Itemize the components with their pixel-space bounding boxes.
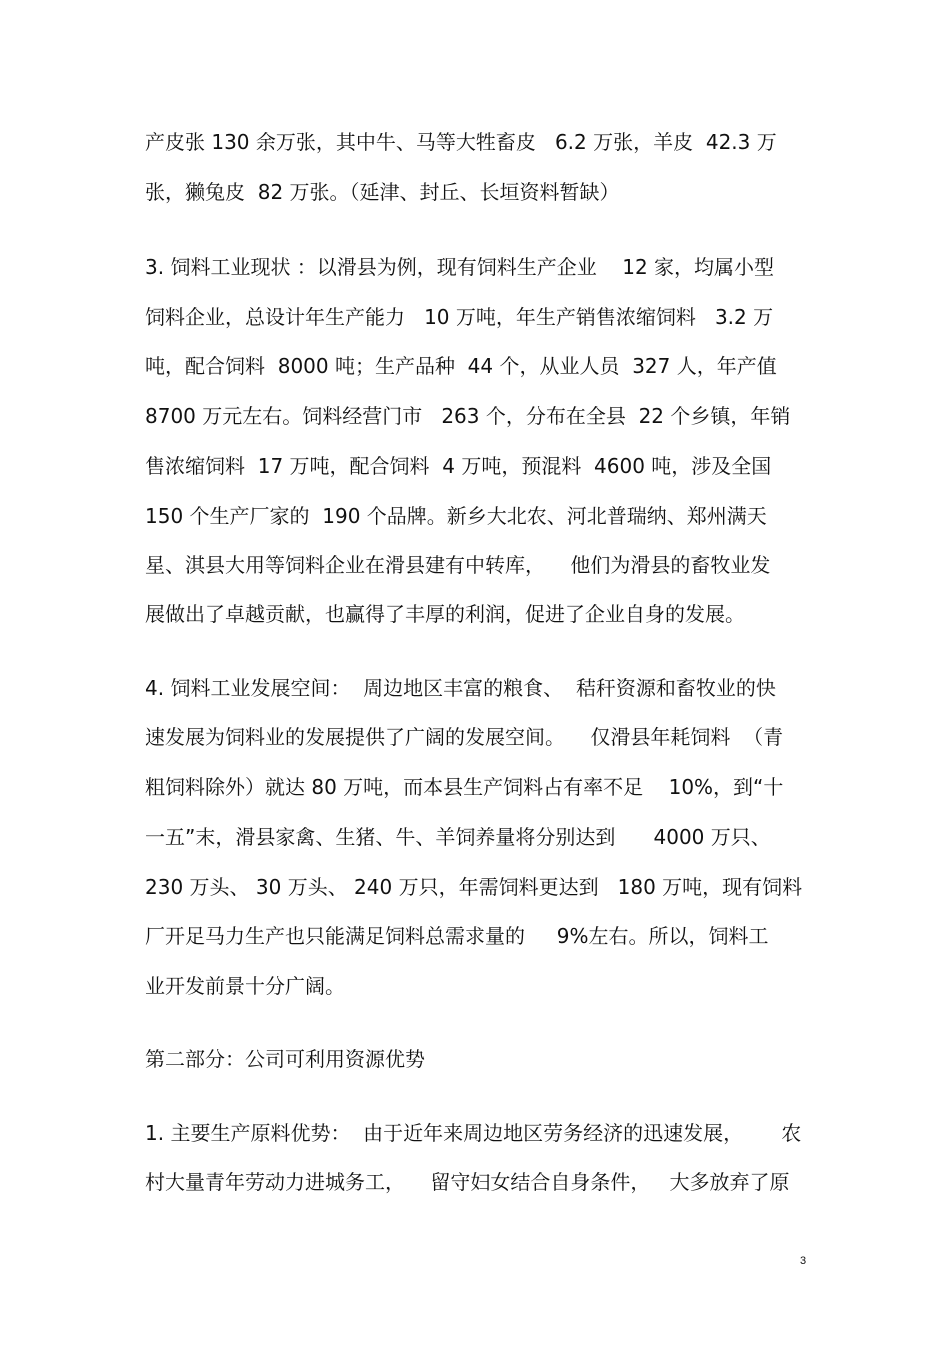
text-line: 售浓缩饲料 17 万吨，配合饲料 4 万吨，预混料 4600 吨，涉及全国 xyxy=(145,454,772,478)
text-line: 展做出了卓越贡献，也赢得了丰厚的利润，促进了企业自身的发展。 xyxy=(145,602,745,626)
text-line: 饲料企业，总设计年生产能力 10 万吨，年生产销售浓缩饲料 3.2 万 xyxy=(145,305,774,329)
text-line: 8700 万元左右。饲料经营门市 263 个，分布在全县 22 个乡镇，年销 xyxy=(145,404,791,428)
text-line: 150 个生产厂家的 190 个品牌。新乡大北农、河北普瑞纳、郑州满天 xyxy=(145,504,767,528)
text-line: 厂开足马力生产也只能满足饲料总需求量的 9%左右。所以，饲料工 xyxy=(145,924,769,948)
text-line: 4. 饲料工业发展空间： 周边地区丰富的粮食、 秸秆资源和畜牧业的快 xyxy=(145,676,776,700)
text-line: 吨，配合饲料 8000 吨；生产品种 44 个，从业人员 327 人，年产值 xyxy=(145,354,777,378)
text-line: 3. 饲料工业现状 ：以滑县为例，现有饲料生产企业 12 家，均属小型 xyxy=(145,255,775,279)
text-line: 业开发前景十分广阔。 xyxy=(145,974,345,998)
text-line: 1. 主要生产原料优势： 由于近年来周边地区劳务经济的迅速发展， 农 xyxy=(145,1121,802,1145)
text-line: 产皮张 130 余万张，其中牛、马等大牲畜皮 6.2 万张，羊皮 42.3 万 xyxy=(145,130,777,154)
page-number: 3 xyxy=(800,1255,807,1267)
text-line: 230 万头、 30 万头、 240 万只，年需饲料更达到 180 万吨，现有饲料 xyxy=(145,875,803,899)
text-line: 一五”末，滑县家禽、生猪、牛、羊饲养量将分别达到 4000 万只、 xyxy=(145,825,771,849)
text-line: 村大量青年劳动力进城务工， 留守妇女结合自身条件， 大多放弃了原 xyxy=(145,1170,790,1194)
text-line: 张，獭兔皮 82 万张。（延津、封丘、长垣资料暂缺） xyxy=(145,180,620,204)
text-line: 星、淇县大用等饲料企业在滑县建有中转库， 他们为滑县的畜牧业发 xyxy=(145,553,771,577)
section-heading: 第二部分：公司可利用资源优势 xyxy=(145,1047,425,1071)
text-line: 粗饲料除外）就达 80 万吨，而本县生产饲料占有率不足 10%，到“十 xyxy=(145,775,784,799)
text-line: 速发展为饲料业的发展提供了广阔的发展空间。 仅滑县年耗饲料 （青 xyxy=(145,725,784,749)
